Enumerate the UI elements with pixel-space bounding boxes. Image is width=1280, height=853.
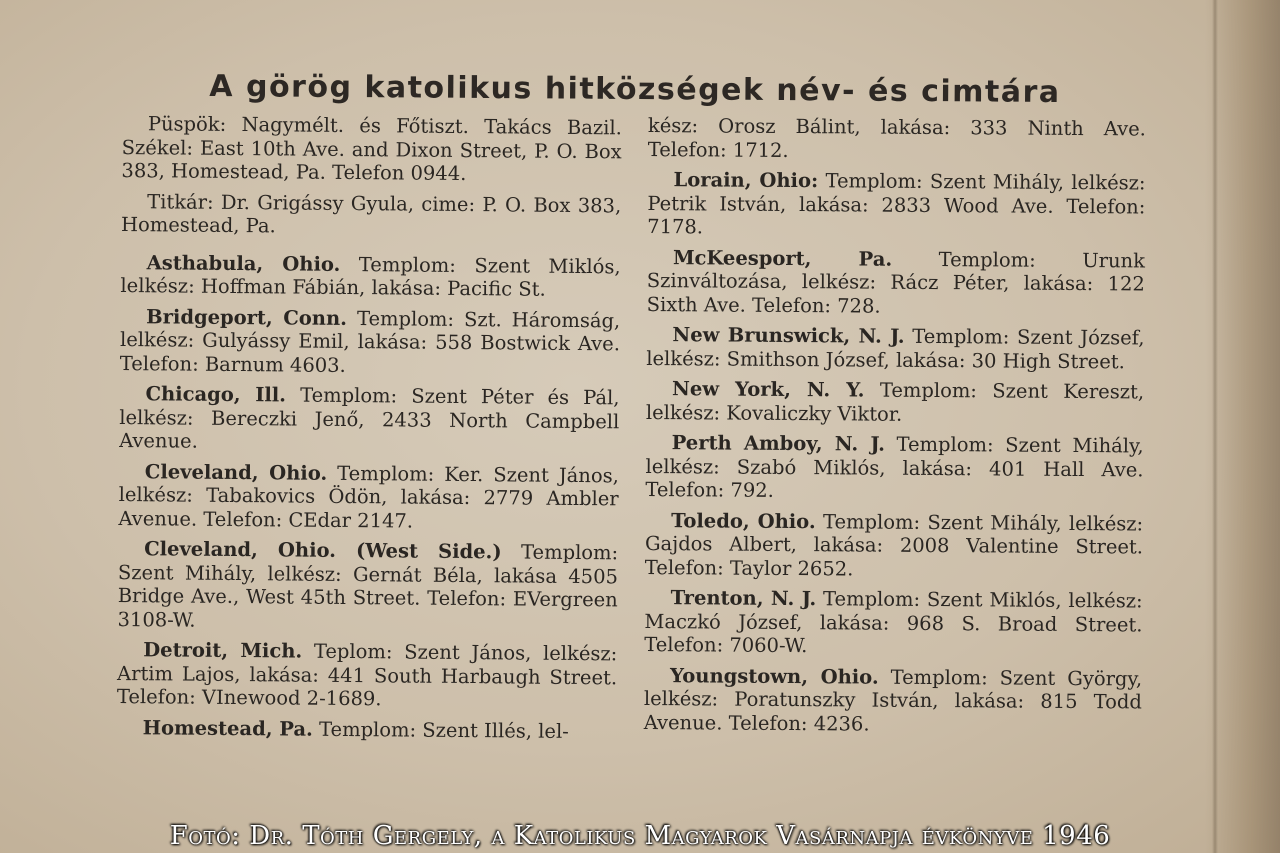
left-column [116, 112, 622, 750]
page-fold [1212, 0, 1218, 853]
entry-asthabula: Asthabula, Ohio. Templom: Szent Miklós, lelkész: Hoffman Fábián, lakása: Pacific St. [120, 250, 621, 301]
right-column [644, 114, 1146, 744]
entry-cleveland-west: Cleveland, Ohio. (West Side.) Templom: Szent Mihály, lelkész: Gernát Béla, lakása 4505 Bridge Ave., West 45th Street. Telefon: EVergreen 3108-W. [117, 537, 619, 632]
entry-bishop: Püspök: Nagymélt. és Főtiszt. Takács Bazil. Székel: East 10th Ave. and Dixon Street, P. O. Box 383, Homestead, Pa. Telefon 0944. [121, 112, 622, 186]
entry-mckeesport: McKeesport, Pa. Templom: Urunk Szinváltozása, lelkész: Rácz Péter, lakása: 122 Sixth Ave. Telefon: 728. [646, 245, 1146, 318]
entry-secretary: Titkár: Dr. Grigássy Gyula, cime: P. O. Box 383, Homestead, Pa. [120, 189, 622, 238]
entry-cleveland: Cleveland, Ohio. Templom: Ker. Szent János, lelkész: Tabakovics Ödön, lakása: 2779 Ambler Avenue. Telefon: CEdar 2147. [118, 459, 619, 533]
entry-homestead: Homestead, Pa. Templom: Szent Illés, lel- [142, 715, 569, 743]
entry-lorain: Lorain, Ohio: Templom: Szent Mihály, lelkész: Petrik István, lakása: 2833 Wood Ave. Telefon: 7178. [647, 168, 1146, 239]
entry-new-brunswick: New Brunswick, N. J. Templom: Szent József, lelkész: Smithson József, lakása: 30 High Street. [646, 323, 1145, 373]
entry-trenton: Trenton, N. J. Templom: Szent Miklós, lelkész: Maczkó József, lakása: 968 S. Broad Street. Telefon: 7060-W. [644, 586, 1143, 658]
entry-youngstown: Youngstown, Ohio. Templom: Szent György, lelkész: Poratunszky István, lakása: 815 Todd Avenue. Telefon: 4236. [643, 663, 1143, 736]
photo-credit-caption: Fotó: Dr. Tóth Gergely, a Katolikus Magyarok Vasárnapja évkönyve 1946 [169, 821, 1111, 851]
entry-chicago: Chicago, Ill. Templom: Szent Péter és Pál, lelkész: Bereczki Jenő, 2433 North Campbell Avenue. [119, 382, 620, 453]
page-title: A görög katolikus hitközségek név- és cimtára [209, 69, 1061, 111]
entry-toledo: Toledo, Ohio. Templom: Szent Mihály, lelkész: Gajdos Albert, lakása: 2008 Valentine Street. Telefon: Taylor 2652. [644, 508, 1144, 580]
entry-bridgeport: Bridgeport, Conn. Templom: Szt. Háromság, lelkész: Gulyássy Emil, lakása: 558 Bostwick Ave. Telefon: Barnum 4603. [119, 304, 621, 377]
entry-new-york: New York, N. Y. Templom: Szent Kereszt, lelkész: Kovaliczky Viktor. [645, 377, 1145, 426]
entry-detroit: Detroit, Mich. Teplom: Szent János, lelkész: Artim Lajos, lakása: 441 South Harbaugh Street. Telefon: VInewood 2-1689. [116, 638, 618, 711]
entry-homestead-cont: kész: Orosz Bálint, lakása: 333 Ninth Ave. Telefon: 1712. [647, 114, 1146, 162]
entry-perth-amboy: Perth Amboy, N. J. Templom: Szent Mihály, lelkész: Szabó Miklós, lakása: 401 Hall Ave. Telefon: 792. [645, 431, 1144, 502]
